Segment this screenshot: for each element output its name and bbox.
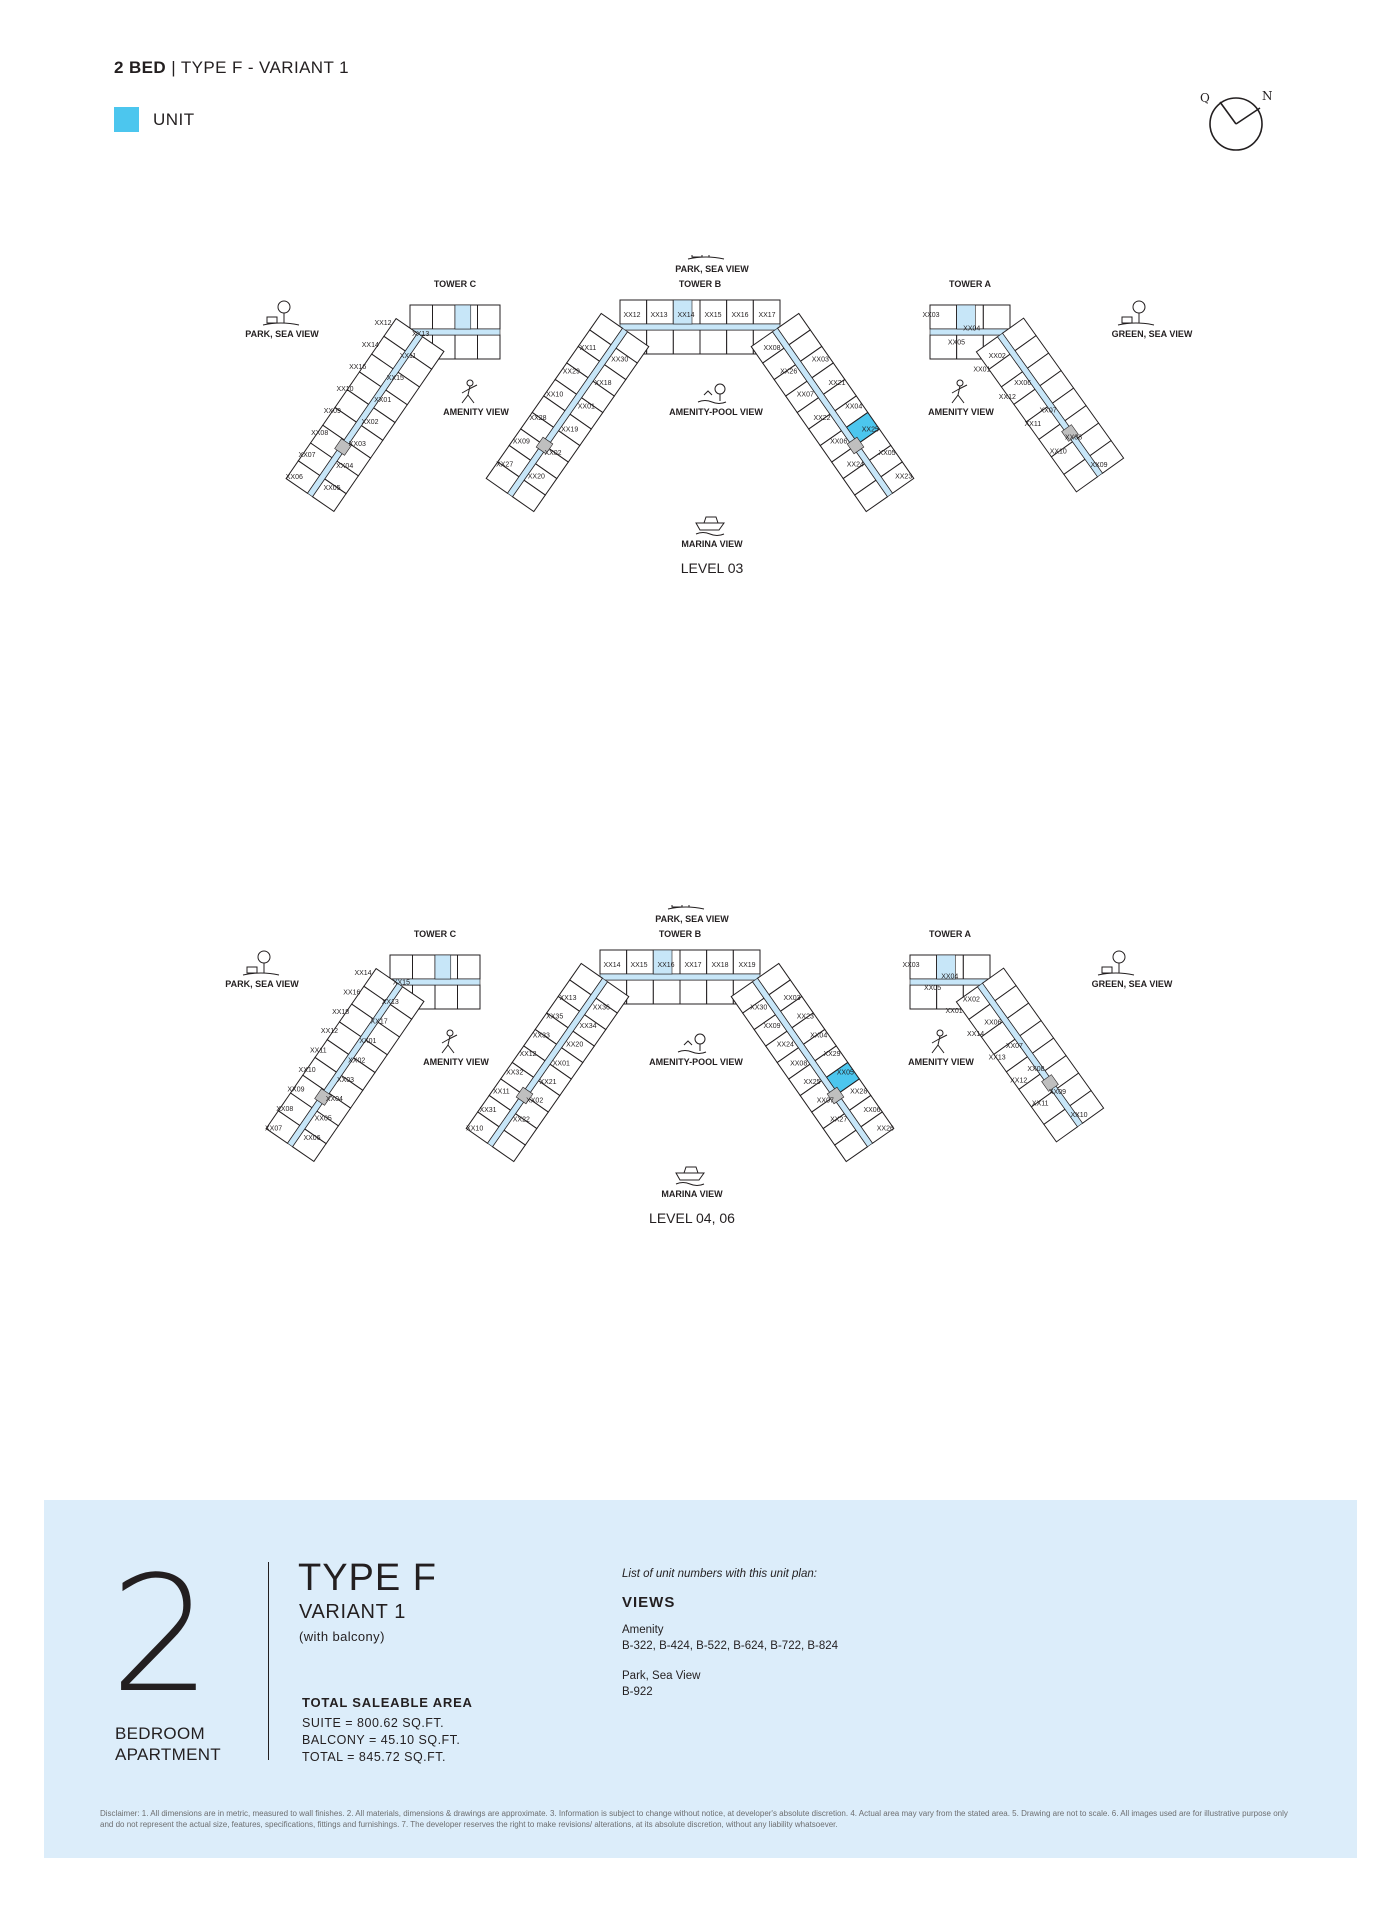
unit-cell	[410, 305, 433, 329]
unit-label: XX10	[546, 391, 564, 399]
unit-label: XX12	[519, 1051, 537, 1058]
unit-label: XX30	[611, 356, 629, 364]
unit-label: XX15	[386, 375, 404, 382]
bedroom-label-line1: BEDROOM	[115, 1724, 205, 1743]
bedroom-apartment-label	[115, 1723, 221, 1765]
tree-view-icon	[243, 951, 279, 975]
compass-q-label: Q	[1200, 91, 1210, 105]
unit-label: XX10	[1049, 448, 1067, 456]
left-outer-view-label: PARK, SEA VIEW	[225, 979, 299, 989]
unit-cell	[983, 305, 1010, 329]
unit-label: XX01	[577, 403, 595, 411]
unit-label: XX10	[466, 1125, 484, 1133]
top-view-label: PARK, SEA VIEW	[675, 264, 749, 274]
unit-label: XX07	[298, 452, 316, 459]
unit-label: XX06	[863, 1107, 881, 1114]
unit-cell	[458, 955, 481, 979]
view-group-units: B-322, B-424, B-522, B-624, B-722, B-824	[622, 1640, 839, 1652]
unit-label: XX11	[1031, 1100, 1049, 1108]
unit-label: XX18	[711, 962, 729, 969]
unit-label: XX02	[988, 352, 1006, 360]
unit-label: XX01	[973, 366, 991, 374]
plan-group	[225, 905, 1173, 1226]
unit-label: XX11	[309, 1047, 327, 1055]
level-label: LEVEL 04, 06	[649, 1210, 735, 1226]
boat-view-icon	[696, 517, 724, 536]
view-group-name: Park, Sea View	[622, 1670, 701, 1682]
tree-view-icon	[1098, 951, 1134, 975]
unit-cell	[478, 335, 501, 359]
unit-label: XX03	[336, 1076, 355, 1084]
unit-label: XX20	[527, 473, 545, 481]
unit-cell	[435, 985, 458, 1009]
tree-view-icon	[668, 905, 704, 909]
unit-label: XX22	[512, 1116, 530, 1124]
unit-label: XX11	[399, 353, 417, 360]
top-view-label: PARK, SEA VIEW	[655, 914, 729, 924]
unit-label: XX04	[941, 973, 959, 981]
suite-area: SUITE = 800.62 SQ.FT.	[302, 1716, 445, 1730]
unit-label: XX02	[962, 996, 980, 1004]
unit-label: XX14	[677, 312, 695, 319]
bottom-view-label: MARINA VIEW	[681, 539, 743, 549]
unit-cell	[963, 955, 990, 979]
unit-label: XX02	[526, 1097, 544, 1105]
corridor	[600, 974, 760, 980]
unit-label: XX09	[287, 1086, 305, 1094]
area-values	[302, 1715, 460, 1766]
unit-cell	[647, 330, 674, 354]
unit-label: XX26	[780, 368, 798, 376]
unit-variant: VARIANT 1	[299, 1601, 406, 1623]
unit-label: XX10	[336, 386, 354, 393]
unit-label: XX08	[790, 1060, 808, 1068]
unit-cell	[627, 980, 654, 1004]
unit-label: XX33	[532, 1032, 550, 1040]
corridor	[773, 328, 896, 496]
unit-label: XX05	[836, 1069, 854, 1077]
unit-label: XX08	[1064, 434, 1083, 442]
tower-a-label: TOWER A	[929, 929, 971, 939]
tower-c-label: TOWER C	[433, 279, 477, 289]
bedroom-count: 2	[110, 1541, 212, 1728]
unit-label: XX02	[544, 450, 562, 457]
unit-label: XX20	[566, 1041, 584, 1049]
unit-label: XX15	[630, 962, 648, 969]
unit-label: XX04	[963, 325, 981, 333]
tower-c-label: TOWER C	[413, 929, 457, 939]
compass-icon	[1196, 88, 1276, 152]
tower-b-label: TOWER B	[678, 279, 722, 289]
tree-view-icon	[688, 255, 724, 259]
view-group-park-sea	[622, 1668, 700, 1700]
level-label: LEVEL 03	[680, 560, 744, 576]
unit-label: XX12	[320, 1028, 339, 1036]
corridor	[488, 978, 608, 1146]
plan-title	[114, 58, 349, 78]
summary-panel	[44, 1500, 1357, 1858]
unit-label: XX19	[738, 962, 756, 969]
unit-list-heading: List of unit numbers with this unit plan:	[622, 1568, 817, 1580]
amenity-view-icon	[952, 380, 967, 403]
unit-label: XX30	[750, 1004, 768, 1012]
unit-label: XX13	[412, 331, 430, 338]
unit-label: XX08	[311, 430, 329, 437]
bedroom-label-line2: APARTMENT	[115, 1745, 221, 1764]
unit-label: XX25	[861, 426, 879, 434]
unit-label: XX13	[559, 995, 577, 1002]
unit-label: XX18	[594, 380, 612, 387]
unit-label: XX06	[830, 438, 848, 446]
unit-label: XX17	[758, 312, 776, 319]
unit-label: XX01	[552, 1060, 570, 1068]
panel-divider	[268, 1562, 269, 1760]
amenity-view-icon	[462, 380, 477, 403]
tree-view-icon	[263, 301, 299, 325]
tree-view-icon	[1118, 301, 1154, 325]
unit-cell	[458, 985, 481, 1009]
unit-label: XX03	[348, 441, 366, 448]
unit-cell	[680, 980, 707, 1004]
unit-label: XX02	[361, 419, 379, 426]
unit-label: XX23	[895, 473, 913, 481]
unit-label: XX24	[846, 461, 864, 469]
unit-label: XX16	[349, 364, 367, 371]
amenity-left-label: AMENITY VIEW	[443, 407, 509, 417]
floor-plan-level-04-06	[0, 905, 1400, 1345]
right-outer-view-label: GREEN, SEA VIEW	[1111, 329, 1193, 339]
plan-title-bed: 2 BED	[114, 58, 167, 77]
unit-label: XX27	[830, 1116, 848, 1124]
pool-view-icon	[698, 384, 726, 404]
unit-cell	[700, 330, 727, 354]
floor-plan-level-03	[0, 255, 1400, 695]
unit-label: XX28	[529, 415, 547, 422]
unit-label: XX35	[546, 1013, 564, 1021]
unit-label: XX14	[354, 970, 372, 977]
unit-label: XX09	[1048, 1088, 1067, 1096]
unit-label: XX07	[1039, 407, 1057, 415]
unit-label: XX26	[876, 1125, 894, 1133]
view-group-amenity	[622, 1622, 838, 1654]
unit-cell	[433, 305, 456, 329]
unit-label: XX01	[374, 397, 392, 404]
unit-label: XX21	[539, 1079, 557, 1086]
unit-label: XX05	[314, 1115, 332, 1123]
unit-cell	[455, 335, 478, 359]
corridor	[288, 983, 403, 1146]
unit-cell	[673, 330, 700, 354]
unit-label: XX07	[816, 1097, 834, 1105]
center-view-label: AMENITY-POOL VIEW	[669, 407, 763, 417]
boat-view-icon	[676, 1167, 704, 1186]
unit-label: XX17	[684, 962, 702, 969]
bottom-view-label: MARINA VIEW	[661, 1189, 723, 1199]
unit-type: TYPE F	[298, 1557, 438, 1599]
unit-label: XX29	[562, 368, 580, 376]
unit-label: XX16	[343, 989, 361, 997]
unit-label: XX13	[381, 999, 399, 1007]
unit-label: XX12	[1010, 1077, 1028, 1085]
unit-label: XX12	[998, 393, 1016, 401]
unit-label: XX11	[1024, 421, 1042, 429]
unit-label: XX07	[265, 1125, 283, 1133]
unit-label: XX11	[493, 1088, 510, 1096]
unit-cell	[413, 955, 436, 979]
unit-label: XX10	[1070, 1112, 1088, 1119]
unit-label: XX18	[332, 1008, 350, 1016]
unit-label: XX11	[579, 345, 597, 352]
unit-label: XX19	[561, 426, 579, 434]
unit-label: XX04	[325, 1096, 343, 1104]
unit-label: XX01	[945, 1008, 963, 1016]
amenity-view-icon	[442, 1030, 457, 1053]
unit-label: XX03	[902, 962, 920, 969]
unit-label: XX03	[811, 356, 829, 364]
unit-label: XX23	[796, 1013, 814, 1021]
corridor	[753, 978, 873, 1146]
unit-label: XX05	[947, 339, 966, 347]
unit-label: XX16	[731, 312, 749, 319]
unit-label: XX06	[285, 474, 303, 481]
unit-label: XX06	[303, 1135, 321, 1142]
unit-label: XX04	[336, 463, 354, 470]
unit-label: XX31	[479, 1107, 497, 1114]
amenity-right-label: AMENITY VIEW	[928, 407, 994, 417]
view-group-name: Amenity	[622, 1624, 664, 1636]
unit-label: XX06	[984, 1019, 1002, 1027]
tower-b-label: TOWER B	[658, 929, 702, 939]
total-area: TOTAL = 845.72 SQ.FT.	[302, 1750, 447, 1764]
pool-view-icon	[678, 1034, 706, 1054]
corridor-stub	[435, 955, 451, 979]
plan-title-type: | TYPE F - VARIANT 1	[166, 58, 349, 77]
unit-legend-label: UNIT	[153, 109, 195, 129]
unit-cell	[478, 305, 501, 329]
unit-label: XX05	[923, 985, 942, 993]
unit-label: XX05	[323, 485, 341, 492]
unit-label: XX22	[813, 415, 831, 422]
unit-label: XX27	[496, 461, 514, 469]
unit-label: XX12	[374, 320, 392, 327]
unit-label: XX34	[579, 1023, 597, 1030]
amenity-left-label: AMENITY VIEW	[423, 1057, 489, 1067]
unit-label: XX02	[348, 1057, 366, 1065]
unit-label: XX08	[1027, 1065, 1045, 1073]
balcony-note: (with balcony)	[299, 1629, 385, 1644]
unit-label: XX36	[592, 1004, 610, 1012]
unit-label: XX14	[967, 1031, 985, 1039]
unit-legend-swatch	[114, 107, 139, 132]
unit-cell	[707, 980, 734, 1004]
plan-group	[245, 255, 1193, 576]
unit-label: XX05	[878, 450, 896, 457]
unit-label: XX32	[506, 1069, 524, 1077]
views-title: VIEWS	[622, 1594, 676, 1611]
unit-label: XX17	[370, 1018, 388, 1026]
compass-n-label: N	[1262, 89, 1273, 103]
unit-label: XX07	[1005, 1042, 1023, 1050]
balcony-area: BALCONY = 45.10 SQ.FT.	[302, 1733, 461, 1747]
center-view-label: AMENITY-POOL VIEW	[649, 1057, 743, 1067]
legend	[114, 107, 195, 132]
unit-label: XX03	[922, 312, 940, 319]
unit-label: XX09	[512, 438, 530, 446]
unit-label: XX28	[850, 1088, 868, 1096]
amenity-view-icon	[932, 1030, 947, 1053]
unit-label: XX16	[657, 962, 675, 969]
corridor	[508, 328, 628, 496]
disclaimer: Disclaimer: 1. All dimensions are in metric, measured to wall finishes. 2. All materials, dimensions & drawings are approximate. 3. Information is subject to change without notice, at developer's absolute discretion. 4. Actual area may vary from the stated area. 5. Drawing are not to scale. 6. All images used are for illustrative purpose only and do not represent the actual size, features, specifications, fittings and furnishings. 7. The developer reserves the right to make revisions/ alterations, at its absolute discretion, without any liability whatsoever.	[100, 1809, 1288, 1829]
amenity-right-label: AMENITY VIEW	[908, 1057, 974, 1067]
unit-label: XX10	[298, 1067, 316, 1075]
unit-label: XX09	[763, 1023, 781, 1030]
unit-cell	[727, 330, 754, 354]
unit-label: XX24	[776, 1041, 794, 1049]
unit-label: XX14	[603, 962, 621, 969]
unit-label: XX13	[988, 1054, 1006, 1062]
unit-label: XX09	[323, 408, 341, 415]
area-title: TOTAL SALEABLE AREA	[302, 1695, 473, 1710]
corridor-stub	[455, 305, 471, 329]
unit-label: XX14	[361, 342, 379, 349]
unit-label: XX04	[845, 403, 863, 411]
left-outer-view-label: PARK, SEA VIEW	[245, 329, 319, 339]
tower-a-label: TOWER A	[949, 279, 991, 289]
unit-label: XX07	[796, 391, 814, 399]
right-outer-view-label: GREEN, SEA VIEW	[1091, 979, 1173, 989]
unit-label: XX13	[650, 312, 668, 319]
unit-cell	[390, 955, 413, 979]
unit-label: XX29	[823, 1051, 841, 1058]
unit-label: XX21	[828, 380, 846, 387]
unit-label: XX15	[704, 312, 722, 319]
unit-label: XX06	[1014, 380, 1032, 388]
unit-cell	[653, 980, 680, 1004]
unit-label: XX04	[810, 1032, 828, 1040]
unit-label: XX03	[783, 995, 801, 1002]
corridor	[620, 324, 780, 330]
unit-label: XX01	[359, 1037, 377, 1045]
unit-label: XX15	[392, 979, 410, 987]
unit-label: XX08	[276, 1105, 294, 1113]
view-group-units: B-922	[622, 1686, 653, 1698]
unit-label: XX12	[623, 312, 641, 319]
unit-label: XX25	[803, 1079, 821, 1086]
unit-label: XX08	[763, 345, 781, 352]
unit-label: XX09	[1090, 462, 1108, 469]
